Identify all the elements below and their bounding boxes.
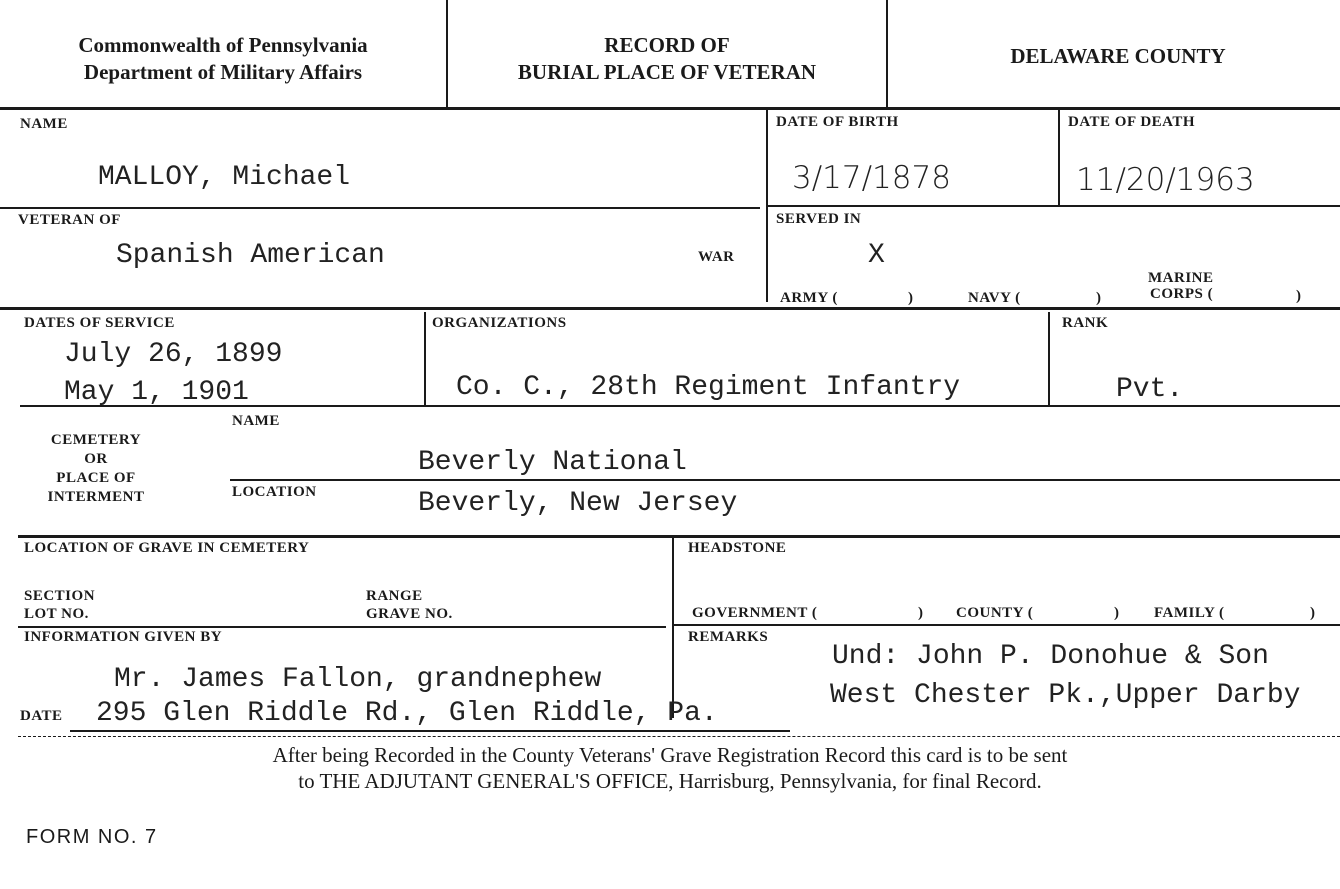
agency-line-2: Department of Military Affairs [83,60,363,84]
cemetery-name-label: NAME [232,413,280,429]
org-divider [424,312,426,406]
date-rule [70,730,790,732]
rank-label: RANK [1062,315,1109,331]
cemetery-name-value: Beverly National [418,447,687,478]
location-of-grave-label: LOCATION OF GRAVE IN CEMETERY [24,540,310,556]
informant-value: Mr. James Fallon, grandnephew [114,664,602,695]
name-label: NAME [20,116,68,132]
cemetery-location-value: Beverly, New Jersey [418,488,738,519]
rule-below-headstone [674,624,1340,626]
footer-line-1: After being Recorded in the County Veterans' Grave Registration Record this card is to be sent [272,743,1068,767]
information-given-by-label: INFORMATION GIVEN BY [24,629,223,645]
county-title: DELAWARE COUNTY [1010,44,1226,68]
war-label: WAR [698,249,735,265]
headstone-label: HEADSTONE [688,540,787,556]
headstone-county-close: ) [1114,605,1120,621]
form-number: FORM NO. 7 [26,826,158,848]
header-divider-2 [886,0,888,108]
range-label: RANGE [366,588,423,604]
army-close: ) [908,290,914,306]
navy-label: NAVY ( [968,290,1021,306]
headstone-divider [672,538,674,718]
grave-no-label: GRAVE NO. [366,606,453,622]
date-of-death-value: 11/20/1963 [1076,162,1255,198]
rule-below-served [0,307,1340,310]
cemetery-heading [26,431,166,507]
war-value: Spanish American [116,240,385,271]
family-label: FAMILY ( [1154,605,1225,621]
section-label: SECTION [24,588,96,604]
rule-below-cemetery [18,535,1340,538]
agency-block [18,32,428,86]
cemetery-heading-line-4: INTERMENT [47,489,145,505]
organization-value: Co. C., 28th Regiment Infantry [456,372,961,403]
informant-address-value: 295 Glen Riddle Rd., Glen Riddle, Pa. [96,698,718,729]
rule-above-footer [18,736,1340,737]
date-of-birth-label: DATE OF BIRTH [776,114,899,130]
title-line-2: BURIAL PLACE OF VETERAN [517,60,817,84]
footer-instructions [0,742,1340,794]
agency-line-1: Commonwealth of Pennsylvania [78,33,368,57]
date-label: DATE [20,708,63,724]
government-close: ) [918,605,924,621]
headstone-county-label: COUNTY ( [956,605,1034,621]
rule-below-name [0,207,760,209]
rule-below-service [20,405,1340,407]
lot-no-label: LOT NO. [24,606,89,622]
army-label: ARMY ( [780,290,838,306]
remarks-label: REMARKS [688,629,769,645]
title-block [450,32,884,86]
veteran-of-label: VETERAN OF [18,212,121,228]
veteran-name: MALLOY, Michael [98,162,351,193]
navy-close: ) [1096,290,1102,306]
cemetery-heading-line-2: OR [84,451,108,467]
title-line-1: RECORD OF [604,33,730,57]
header-divider-1 [446,0,448,108]
family-close: ) [1310,605,1316,621]
corps-label: CORPS ( [1150,286,1214,302]
corps-close: ) [1296,288,1302,304]
rank-divider [1048,312,1050,406]
service-start-date: July 26, 1899 [64,339,283,370]
rule-below-grave [18,626,666,628]
organizations-label: ORGANIZATIONS [432,315,567,331]
served-in-mark: X [868,240,885,271]
marine-label: MARINE [1148,270,1214,286]
cemetery-heading-line-1: CEMETERY [50,432,142,448]
date-of-birth-value: 3/17/1878 [792,160,951,196]
cemetery-heading-line-3: PLACE OF [56,470,136,486]
rank-value: Pvt. [1116,374,1184,405]
dates-of-service-label: DATES OF SERVICE [24,315,175,331]
death-divider [1058,110,1060,206]
remarks-line-2: West Chester Pk.,Upper Darby [830,680,1301,711]
rule-below-dates [768,205,1340,207]
footer-line-2: to THE ADJUTANT GENERAL'S OFFICE, Harrisburg, Pennsylvania, for final Record. [298,769,1042,793]
served-in-label: SERVED IN [776,211,862,227]
remarks-line-1: Und: John P. Donohue & Son [832,641,1269,672]
date-of-death-label: DATE OF DEATH [1068,114,1196,130]
rule-below-header [0,107,1340,110]
service-end-date: May 1, 1901 [64,377,249,408]
cemetery-location-label: LOCATION [232,484,317,500]
cemetery-name-rule [230,479,1340,481]
government-label: GOVERNMENT ( [692,605,818,621]
